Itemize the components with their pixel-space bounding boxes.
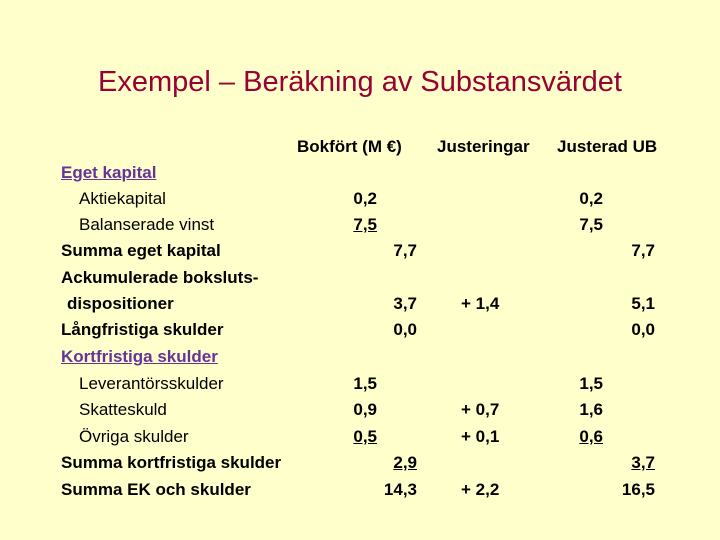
- bokfort-total-summa-kortfristiga: 2,9: [393, 453, 417, 472]
- justerad-detail-leverantorsskulder: 1,5: [579, 374, 603, 393]
- justerad-total-langfristiga: 0,0: [631, 320, 655, 339]
- row-label-langfristiga-skulder: Långfristiga skulder: [61, 320, 224, 339]
- row-label-balanserade-vinst: Balanserade vinst: [79, 215, 215, 234]
- bokfort-total-langfristiga: 0,0: [393, 320, 417, 339]
- justerad-detail-skatteskuld: 1,6: [579, 400, 603, 419]
- bokfort-detail-ovriga-skulder: 0,5: [353, 427, 377, 446]
- bokfort-total-summa-eget-kapital: 7,7: [393, 241, 417, 260]
- row-label-dispositioner: dispositioner: [67, 294, 174, 313]
- adj-ovriga-skulder: + 0,1: [461, 427, 500, 446]
- bokfort-detail-leverantorsskulder: 1,5: [353, 374, 377, 393]
- row-label-summa-ek-och-skulder: Summa EK och skulder: [61, 480, 251, 499]
- adj-summa-ek: + 2,2: [461, 480, 500, 499]
- adj-skatteskuld: + 0,7: [461, 400, 500, 419]
- row-label-ovriga-skulder: Övriga skulder: [79, 427, 189, 446]
- justerad-detail-balanserade-vinst: 7,5: [579, 215, 603, 234]
- header-justeringar: Justeringar: [437, 137, 530, 156]
- row-label-ackumulerade-boksluts: Ackumulerade boksluts-: [61, 268, 259, 287]
- row-label-leverantorsskulder: Leverantörsskulder: [79, 374, 224, 393]
- slide-title: Exempel – Beräkning av Substansvärdet: [98, 66, 622, 98]
- justerad-total-dispositioner: 5,1: [631, 294, 655, 313]
- bokfort-detail-aktiekapital: 0,2: [353, 189, 377, 208]
- bokfort-total-dispositioner: 3,7: [393, 294, 417, 313]
- row-label-aktiekapital: Aktiekapital: [79, 189, 166, 208]
- row-label-summa-eget-kapital: Summa eget kapital: [61, 241, 221, 260]
- header-bokfort: Bokfört (M €): [297, 137, 402, 156]
- row-label-summa-kortfristiga: Summa kortfristiga skulder: [61, 453, 282, 472]
- justerad-detail-aktiekapital: 0,2: [579, 189, 603, 208]
- justerad-detail-ovriga-skulder: 0,6: [579, 427, 603, 446]
- section-eget-kapital[interactable]: Eget kapital: [61, 163, 157, 182]
- bokfort-total-summa-ek: 14,3: [383, 480, 417, 499]
- row-label-skatteskuld: Skatteskuld: [79, 400, 167, 419]
- adj-dispositioner: + 1,4: [461, 294, 500, 313]
- section-kortfristiga-skulder[interactable]: Kortfristiga skulder: [61, 347, 218, 366]
- bokfort-detail-skatteskuld: 0,9: [353, 400, 377, 419]
- justerad-total-summa-ek: 16,5: [621, 480, 655, 499]
- bokfort-detail-balanserade-vinst: 7,5: [353, 215, 377, 234]
- justerad-total-summa-kortfristiga: 3,7: [631, 453, 655, 472]
- justerad-total-summa-eget-kapital: 7,7: [631, 241, 655, 260]
- header-justerad-ub: Justerad UB: [557, 137, 658, 156]
